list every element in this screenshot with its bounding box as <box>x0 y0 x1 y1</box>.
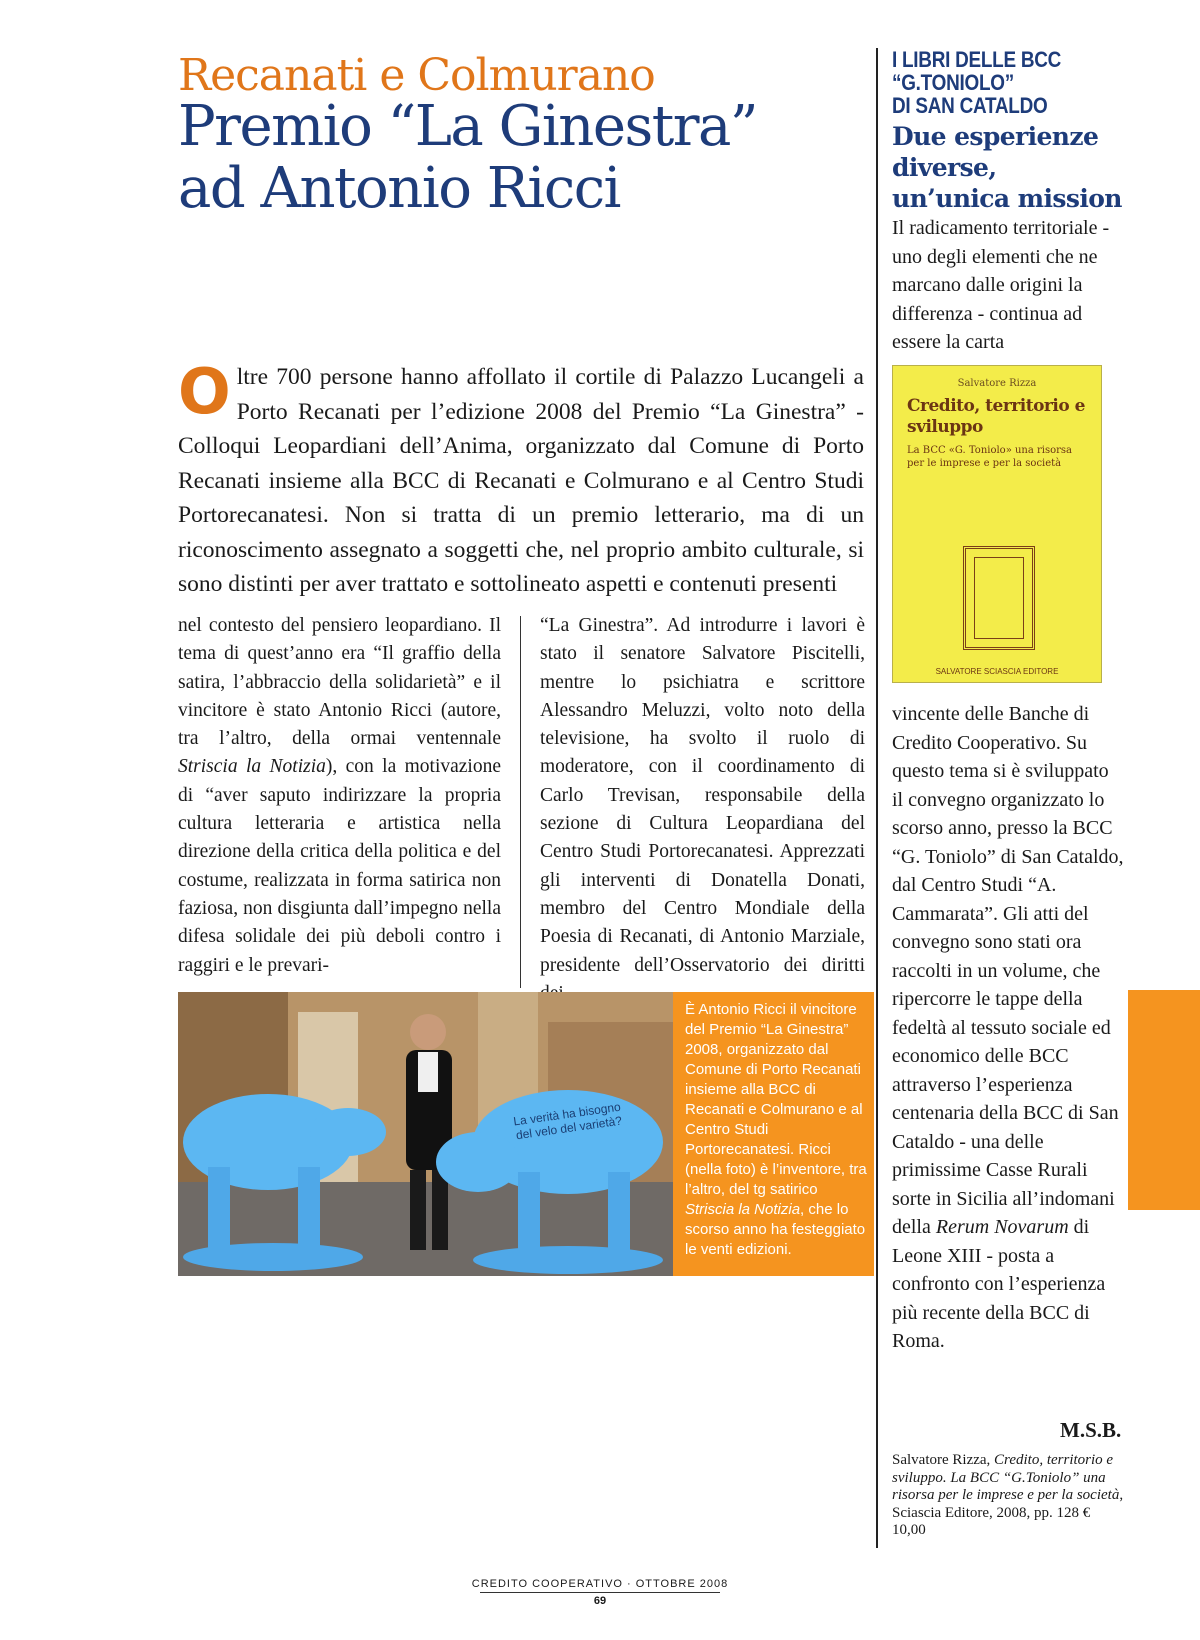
book-subtitle: La BCC «G. Toniolo» una risorsa per le imprese e per la società <box>907 445 1073 469</box>
sidebar-kicker-line-1: I LIBRI DELLE BCC <box>892 47 1062 72</box>
footer-rule <box>480 1592 720 1593</box>
sidebar <box>892 48 1122 357</box>
book-cover-ornament <box>963 546 1035 650</box>
biblio-title: Credito, territorio e sviluppo. La BCC “G.Toniolo” una risorsa per le imprese e per la società <box>892 1452 1120 1503</box>
column-divider <box>520 616 521 988</box>
page-number: 69 <box>593 1595 607 1607</box>
sidebar-body-text-rest: di Leone XIII - posta a confronto con l’esperienza più recente della BCC di Roma. <box>892 1216 1106 1352</box>
article-column-2: “La Ginestra”. Ad introdurre i lavori è stato il senatore Salvatore Piscitelli, mentre lo psichiatra e scrittore Alessandro Meluzzi, volto noto della televisione, ha svolto il ruolo di moderatore, con il coordinamento di Carlo Trevisan, responsabile della sezione di Cultura Leopardiana del Centro Studi Portorecanatesi. Apprezzati gli interventi di Donatella Donati, membro del Centro Mondiale della Poesia di Recanati, di Antonio Marziale, presidente dell’Osservatorio dei diritti <box>540 615 865 976</box>
book-reference <box>892 1452 1124 1540</box>
article-headline: Premio “La Ginestra” ad Antonio Ricci <box>178 94 757 221</box>
sidebar-kicker-line-3: DI SAN CATALDO <box>892 93 1048 118</box>
lede-text: ltre 700 persone hanno affollato il cortile di Palazzo Lucangeli a Porto Recanati per l’edizione 2008 del Premio “La Ginestra” - Colloqui Leopardiani dell’Anima, organizzato dal Comune di Porto Recanati insieme alla BCC di Recanati e Colmurano e al Centro Studi Portorecanatesi. Non si tratta di un premio letterario, ma di un riconoscimento assegnato a soggetti che, nel proprio ambito culturale, si sono distinti per aver trattato e sottolineato aspetti e contenuti presenti <box>178 364 864 597</box>
column-1-text-rest: ), con la motivazione di “aver saputo indirizzare la propria cultura letteraria e artistica nella direzione della critica della politica e del costume, realizzata in forma satirica non faziosa, non disgiunta dall’impegno nella difesa solidale dei più deboli contro i raggiri e le prevari- <box>178 756 502 976</box>
footer-magazine: CREDITO COOPERATIVO · OTTOBRE 2008 <box>471 1578 729 1590</box>
sidebar-intro: Il radicamento territoriale - uno degli elementi che ne marcano dalle origini la differenza - continua ad essere la carta <box>892 217 1110 353</box>
statue-text: La verità ha bisogno del velo del varietà? <box>512 1099 623 1143</box>
event-photo <box>178 992 673 1276</box>
page-footer <box>0 1578 1200 1607</box>
article-column-1 <box>178 612 501 980</box>
drop-cap: O <box>178 355 231 428</box>
article-kicker: Recanati e Colmurano <box>178 50 655 101</box>
book-title: Credito, territorio e sviluppo <box>907 396 1085 437</box>
sidebar-body <box>892 700 1124 1356</box>
sidebar-body-italic: Rerum Novarum <box>935 1216 1069 1238</box>
page-edge-tab <box>1128 990 1200 1210</box>
book-author: Salvatore Rizza <box>957 378 1037 389</box>
book-cover <box>892 365 1102 683</box>
author-signature: M.S.B. <box>1060 1418 1122 1442</box>
biblio-details: , Sciascia Editore, 2008, pp. 128 € 10,00 <box>892 1487 1124 1538</box>
sidebar-kicker-line-2: “G.TONIOLO” <box>892 70 1014 95</box>
photo-caption <box>673 992 874 1276</box>
sidebar-body-text: vincente delle Banche di Credito Cooperativo. Su questo tema si è sviluppato il convegno organizzato lo scorso anno, presso la BCC “G. Toniolo” di San Cataldo, dal Centro Studi “A. Cammarata”. Gli atti del convegno sono stati ora raccolti in un volume, che ripercorre le tappe della fedeltà al tessuto sociale ed economico delle BCC attraverso l’esperienza centenaria della BCC di San Cataldo - una delle primissime Casse Rurali sorte in Sicilia all’indomani della <box>892 703 1124 1238</box>
caption-text: È Antonio Ricci il vincitore del Premio “La Ginestra” 2008, organizzato dal Comune di Porto Recanati insieme alla BCC di Recanati e Colmurano e al Centro Studi Portorecanatesi. Ricci (nella foto) è l’inventore, tra l’altro, del tg satirico <box>685 1001 867 1198</box>
book-publisher: SALVATORE SCIASCIA EDITORE <box>935 667 1059 676</box>
photo-illustration <box>178 992 673 1276</box>
article-lede <box>178 355 864 602</box>
caption-text-rest: , che lo scorso anno ha festeggiato le venti edizioni. <box>685 1201 866 1258</box>
sidebar-divider <box>876 48 878 1548</box>
sidebar-title: Due esperienze diverse, un’unica mission <box>892 122 1122 213</box>
biblio-author: Salvatore Rizza, <box>892 1452 995 1468</box>
caption-italic: Striscia la Notizia <box>685 1201 801 1218</box>
column-1-italic: Striscia la Notizia <box>178 756 326 778</box>
column-1-text: nel contesto del pensiero leopardiano. Il tema di quest’anno era “Il graffio della satira, l’abbraccio della solidarietà” e il vincitore è stato Antonio Ricci (autore, tra l’altro, della ormai ventennale <box>178 615 501 750</box>
